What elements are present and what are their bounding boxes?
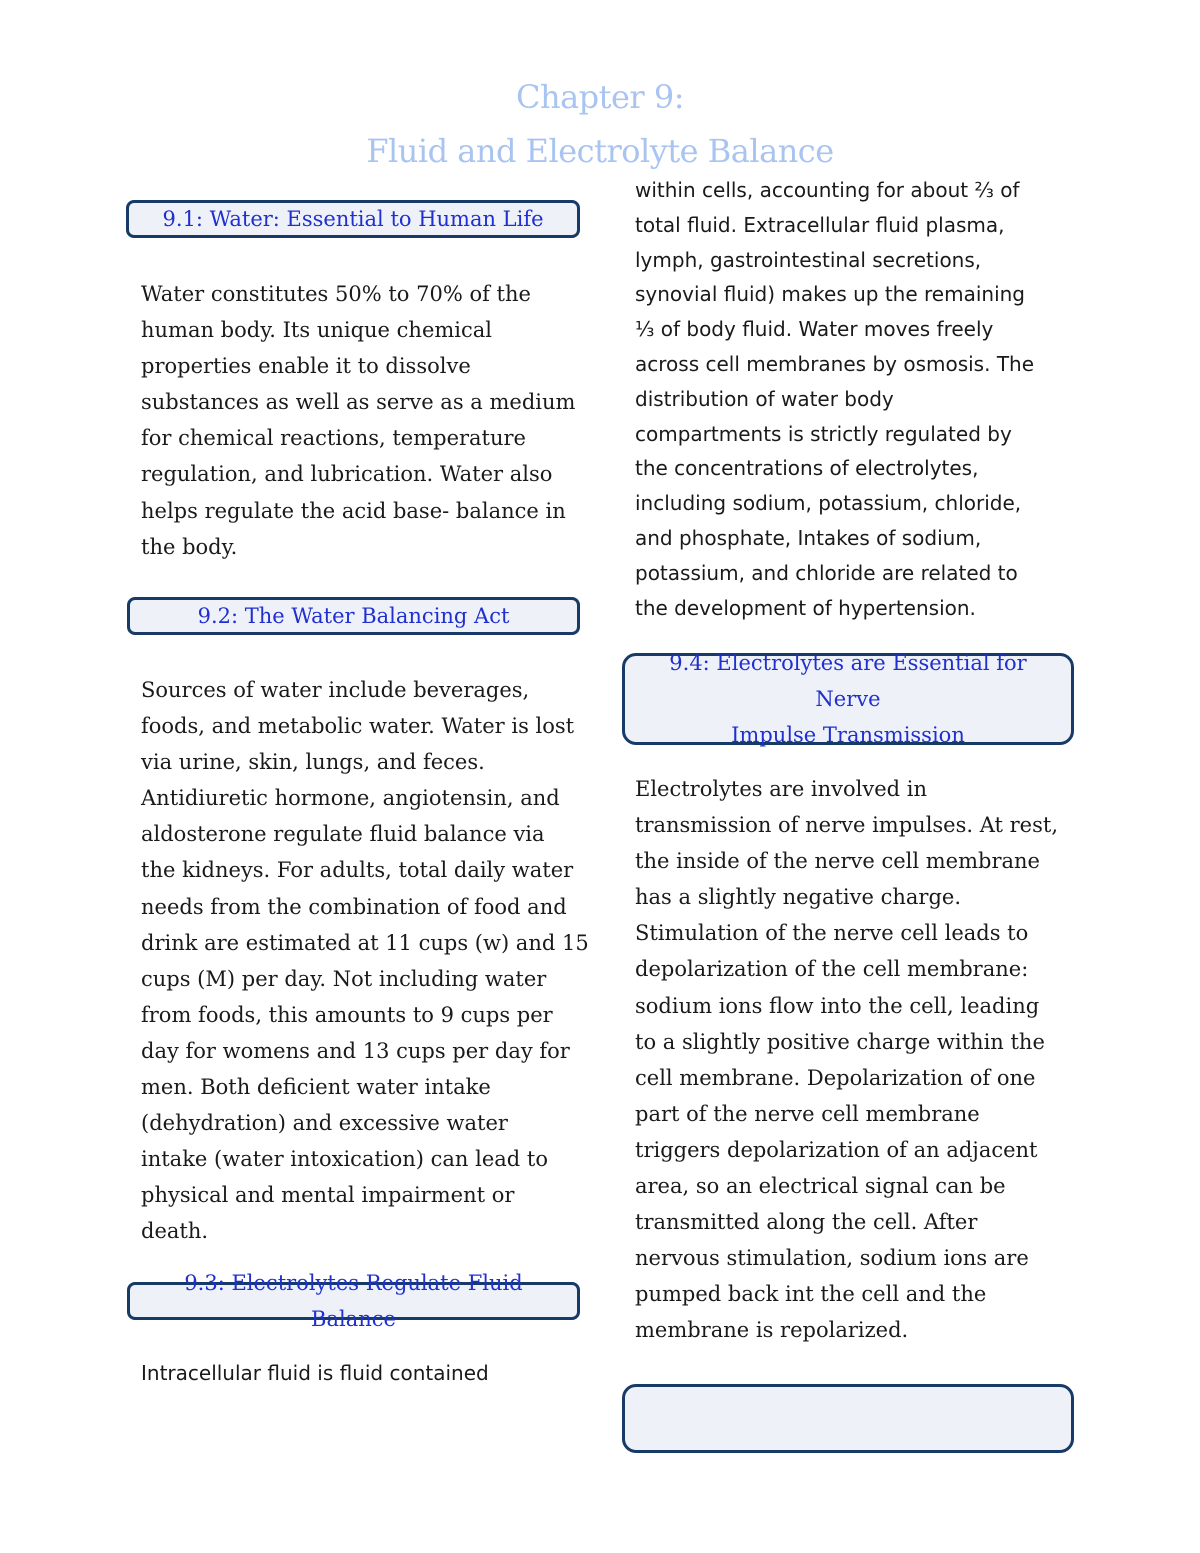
text-line: triggers depolarization of an adjacent xyxy=(635,1137,1038,1162)
text-line: physical and mental impairment or xyxy=(141,1183,515,1208)
text-line: needs from the combination of food and xyxy=(141,894,567,919)
text-line: nervous stimulation, sodium ions are xyxy=(635,1246,1029,1271)
section-9-3-heading-text: 9.3: Electrolytes Regulate Fluid Balance xyxy=(184,1271,523,1331)
text-line: death. xyxy=(141,1219,209,1244)
text-line: drink are estimated at 11 cups (w) and 15 xyxy=(141,930,589,955)
text-line: across cell membranes by osmosis. The xyxy=(635,351,1035,376)
text-line: foods, and metabolic water. Water is lost xyxy=(141,714,575,739)
text-line: Antidiuretic hormone, angiotensin, and xyxy=(141,786,560,811)
section-9-4-body xyxy=(635,771,1058,1349)
section-9-1-heading xyxy=(126,200,580,238)
text-line: Sources of water include beverages, xyxy=(141,678,530,702)
text-line: pumped back int the cell and the xyxy=(635,1282,987,1307)
text-line: transmitted along the cell. After xyxy=(635,1210,978,1235)
text-line: lymph, gastrointestinal secretions, xyxy=(635,247,982,272)
text-line: has a slightly negative charge. xyxy=(635,885,961,910)
section-9-3-body-left xyxy=(141,1356,489,1391)
section-9-2-heading-text: 9.2: The Water Balancing Act xyxy=(197,604,510,628)
text-line: substances as well as serve as a medium xyxy=(141,390,576,415)
text-line: ⅓ of body fluid. Water moves freely xyxy=(635,317,994,342)
text-line: properties enable it to dissolve xyxy=(141,354,471,379)
section-9-2-heading xyxy=(127,597,580,635)
text-line: for chemical reactions, temperature xyxy=(141,426,526,451)
text-line: Electrolytes are involved in xyxy=(635,777,928,801)
text-line: the kidneys. For adults, total daily water xyxy=(141,858,574,883)
text-line: aldosterone regulate fluid balance via xyxy=(141,822,545,847)
section-9-2-body xyxy=(141,672,589,1250)
text-line: Intracellular fluid is fluid contained xyxy=(141,1361,489,1385)
text-line: Stimulation of the nerve cell leads to xyxy=(635,921,1029,946)
text-line: cups (M) per day. Not including water xyxy=(141,966,547,991)
text-line: synovial fluid) makes up the remaining xyxy=(635,282,1025,307)
section-9-4-heading-line1: 9.4: Electrolytes are Essential for Nerve xyxy=(669,651,1027,711)
text-line: within cells, accounting for about ⅔ of xyxy=(635,178,1020,202)
text-line: area, so an electrical signal can be xyxy=(635,1174,1006,1199)
text-line: helps regulate the acid base- balance in xyxy=(141,498,566,523)
text-line: intake (water intoxication) can lead to xyxy=(141,1147,548,1172)
text-line: human body. Its unique chemical xyxy=(141,318,493,343)
text-line: compartments is strictly regulated by xyxy=(635,421,1012,446)
empty-section-heading-box xyxy=(622,1384,1074,1453)
text-line: regulation, and lubrication. Water also xyxy=(141,462,553,487)
section-9-4-heading xyxy=(622,653,1074,745)
text-line: from foods, this amounts to 9 cups per xyxy=(141,1002,553,1027)
chapter-title-line2: Fluid and Electrolyte Balance xyxy=(366,132,834,170)
text-line: cell membrane. Depolarization of one xyxy=(635,1065,1036,1090)
text-line: (dehydration) and excessive water xyxy=(141,1111,508,1136)
text-line: day for womens and 13 cups per day for xyxy=(141,1038,570,1063)
section-9-1-body xyxy=(141,276,575,565)
text-line: distribution of water body xyxy=(635,386,894,411)
text-line: part of the nerve cell membrane xyxy=(635,1101,980,1126)
text-line: membrane is repolarized. xyxy=(635,1318,909,1343)
text-line: Water constitutes 50% to 70% of the xyxy=(141,282,531,306)
text-line: the development of hypertension. xyxy=(635,595,976,620)
chapter-title-line1: Chapter 9: xyxy=(515,78,685,116)
text-line: men. Both deficient water intake xyxy=(141,1075,491,1100)
text-line: total fluid. Extracellular fluid plasma, xyxy=(635,212,1005,237)
text-line: the inside of the nerve cell membrane xyxy=(635,849,1040,874)
text-line: via urine, skin, lungs, and feces. xyxy=(141,750,485,775)
text-line: transmission of nerve impulses. At rest, xyxy=(635,813,1059,838)
text-line: the body. xyxy=(141,534,238,559)
section-9-3-body-right xyxy=(635,173,1034,625)
section-9-4-heading-line2: Impulse Transmission xyxy=(731,723,965,747)
text-line: sodium ions flow into the cell, leading xyxy=(635,993,1040,1018)
section-9-1-heading-text: 9.1: Water: Essential to Human Life xyxy=(162,207,544,231)
text-line: depolarization of the cell membrane: xyxy=(635,957,1029,982)
text-line: potassium, and chloride are related to xyxy=(635,560,1018,585)
section-9-3-heading xyxy=(127,1271,580,1331)
text-line: and phosphate, Intakes of sodium, xyxy=(635,525,982,550)
text-line: to a slightly positive charge within the xyxy=(635,1029,1045,1054)
text-line: including sodium, potassium, chloride, xyxy=(635,491,1022,516)
text-line: the concentrations of electrolytes, xyxy=(635,456,979,481)
